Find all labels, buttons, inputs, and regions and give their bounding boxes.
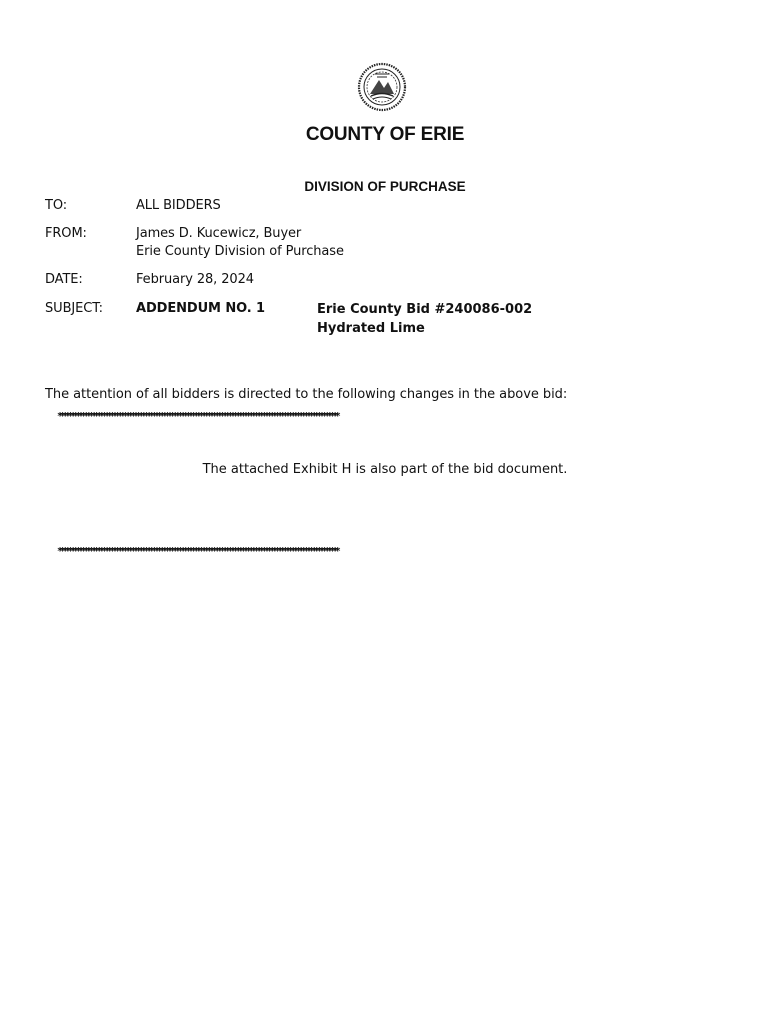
to-value: ALL BIDDERS — [136, 198, 221, 213]
subject-bid-number: Erie County Bid #240086-002 — [317, 302, 533, 317]
subject-item: Hydrated Lime — [317, 321, 425, 336]
county-title: COUNTY OF ERIE — [305, 124, 465, 145]
intro-text: The attention of all bidders is directed to the following changes in the above bid: — [45, 387, 568, 402]
from-department: Erie County Division of Purchase — [136, 244, 344, 259]
separator-top: *********************************************************************************************************** — [57, 411, 338, 422]
change-text: The attached Exhibit H is also part of the bid document. — [202, 462, 568, 477]
separator-bottom: *********************************************************************************************************** — [57, 546, 338, 557]
from-name: James D. Kucewicz, Buyer — [136, 226, 302, 241]
subject-bid-block — [317, 300, 532, 338]
county-seal-icon — [357, 62, 407, 112]
to-label: TO: — [45, 198, 68, 213]
date-value: February 28, 2024 — [136, 272, 254, 287]
date-label: DATE: — [45, 272, 83, 287]
subject-label: SUBJECT: — [45, 301, 103, 316]
from-label: FROM: — [45, 226, 87, 241]
division-title: DIVISION OF PURCHASE — [304, 179, 466, 194]
subject-addendum: ADDENDUM NO. 1 — [136, 301, 265, 316]
